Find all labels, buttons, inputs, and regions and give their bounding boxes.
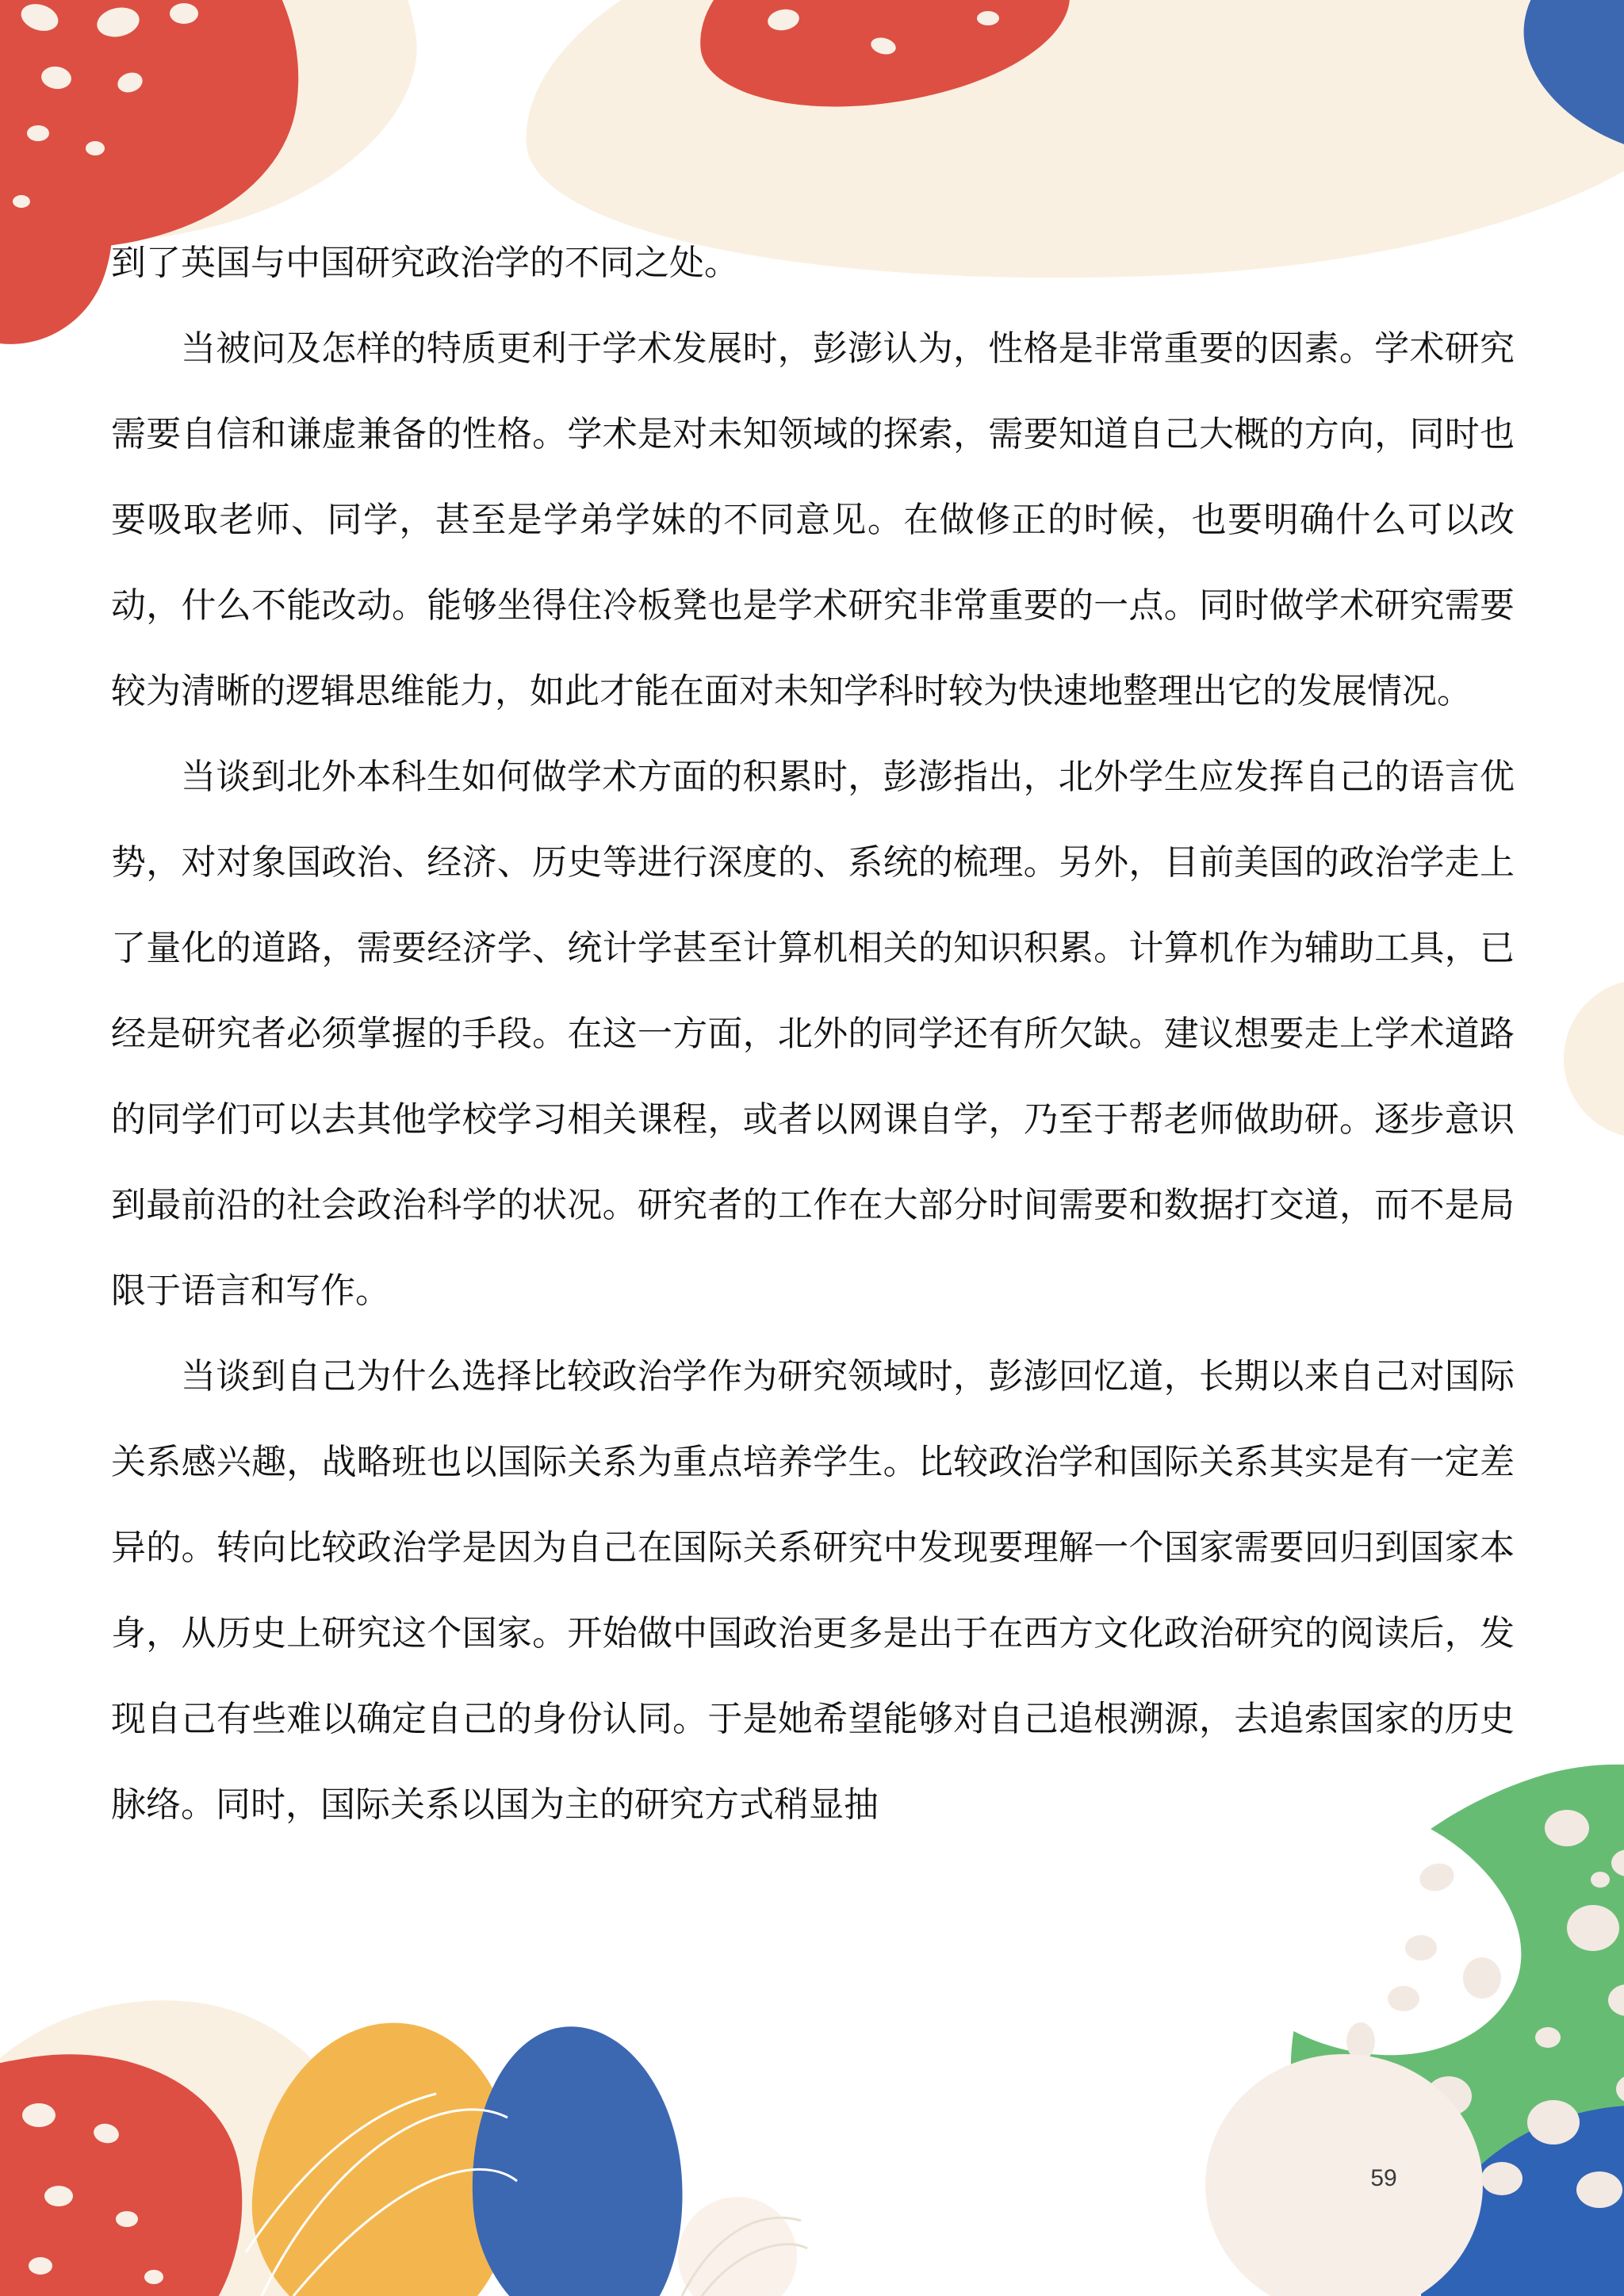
paragraph: 当被问及怎样的特质更利于学术发展时，彭澎认为，性格是非常重要的因素。学术研究需要自信和谦虚兼备的性格。学术是对未知领域的探索，需要知道自己大概的方向，同时也要吸取老师、同学，甚至是学弟学妹的不同意见。在做修正的时候，也要明确什么可以改动，什么不能改动。能够坐得住冷板凳也是学术研究非常重要的一点。同时做学术研究需要较为清晰的逻辑思维能力，如此才能在面对未知学科时较为快速地整理出它的发展情况。 [111, 329, 1515, 711]
blob-dot [1576, 2171, 1622, 2208]
body-text [111, 220, 1515, 1848]
blob-dot [1591, 1872, 1610, 1888]
paragraph: 到了英国与中国研究政治学的不同之处。 [111, 243, 739, 282]
blob-dot [1535, 2027, 1561, 2048]
blob-dot [13, 195, 30, 208]
blob-dot [86, 141, 105, 155]
blob-dot [1463, 1957, 1501, 1999]
blob-dot [144, 2270, 163, 2284]
cream-circle-right-edge [1564, 979, 1624, 1138]
blob-dot [22, 2103, 56, 2127]
blob-dot [27, 125, 49, 141]
line-art [238, 2014, 809, 2296]
blob-dot [1545, 1810, 1589, 1846]
blob-dot [29, 2257, 52, 2275]
blob-dot [116, 2211, 138, 2227]
blob-dot [1405, 1935, 1437, 1961]
blob-dot [1388, 1986, 1419, 2011]
paragraph: 当谈到北外本科生如何做学术方面的积累时，彭澎指出，北外学生应发挥自己的语言优势，对对象国政治、经济、历史等进行深度的、系统的梳理。另外，目前美国的政治学走上了量化的道路，需要经济学、统计学甚至计算机相关的知识积累。计算机作为辅助工具，已经是研究者必须掌握的手段。在这一方面，北外的同学还有所欠缺。建议想要走上学术道路的同学们可以去其他学校学习相关课程，或者以网课自学，乃至于帮老师做助研。逐步意识到最前沿的社会政治科学的状况。研究者的工作在大部分时间需要和数据打交道，而不是局限于语言和写作。 [111, 757, 1515, 1310]
blob-dot [170, 3, 198, 24]
blob-dot [1527, 2100, 1580, 2145]
blob-dot [1567, 1905, 1619, 1951]
blob-dot [977, 11, 999, 25]
blob-dot [44, 2186, 73, 2206]
blob-dot [1481, 2162, 1522, 2195]
page-number: 59 [1370, 2165, 1397, 2191]
paragraph: 当谈到自己为什么选择比较政治学作为研究领域时，彭澎回忆道，长期以来自己对国际关系感兴趣，战略班也以国际关系为重点培养学生。比较政治学和国际关系其实是有一定差异的。转向比较政治学是因为自己在国际关系研究中发现要理解一个国家需要回归到国家本身，从历史上研究这个国家。开始做中国政治更多是出于在西方文化政治研究的阅读后，发现自己有些难以确定自己的身份认同。于是她希望能够对自己追根溯源，去追索国家的历史脉络。同时，国际关系以国为主的研究方式稍显抽 [111, 1357, 1515, 1824]
